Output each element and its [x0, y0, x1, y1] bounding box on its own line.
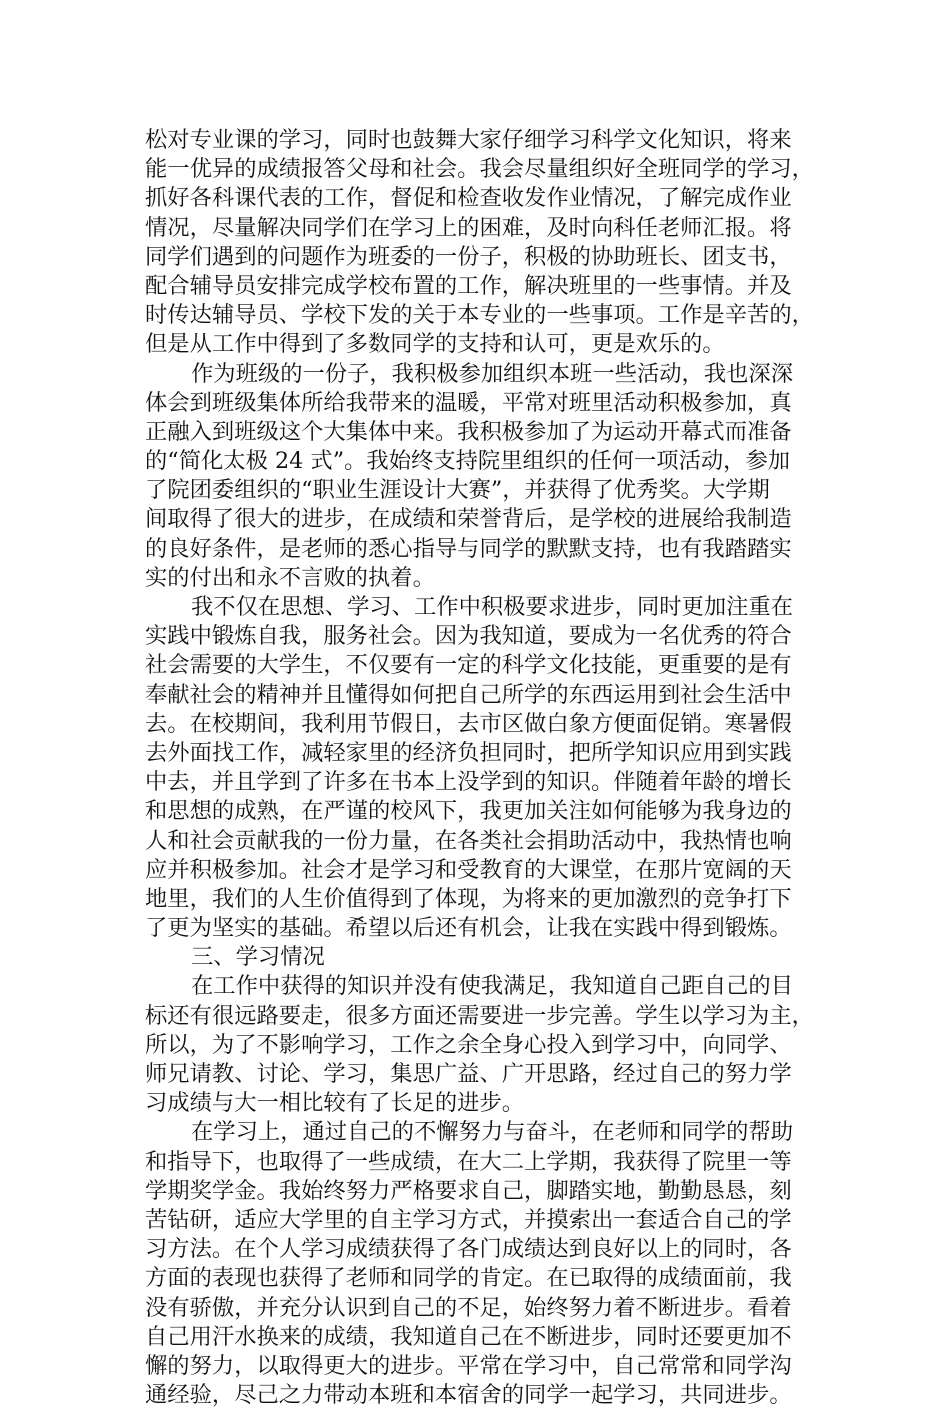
text-line: 正融入到班级这个大集体中来。我积极参加了为运动开幕式而准备	[145, 418, 792, 445]
paragraph-2	[145, 360, 835, 594]
text-line: 人和社会贡献我的一份力量，在各类社会捐助活动中，我热情也响	[145, 827, 792, 854]
section-heading	[145, 943, 835, 972]
text-line: 我不仅在思想、学习、工作中积极要求进步，同时更加注重在	[191, 594, 794, 620]
text-line: 去外面找工作，减轻家里的经济负担同时，把所学知识应用到实践	[145, 739, 792, 766]
text-line: 抓好各科课代表的工作，督促和检查收发作业情况，了解完成作业	[145, 185, 792, 212]
text-line: 学期奖学金。我始终努力严格要求自己，脚踏实地，勤勤恳恳，刻	[145, 1177, 792, 1204]
text-line: 自己用汗水换来的成绩，我知道自己在不断进步，同时还要更加不	[145, 1323, 792, 1350]
text-line: 松对专业课的学习，同时也鼓舞大家仔细学习科学文化知识，将来	[145, 127, 792, 153]
text-line: 所以，为了不影响学习，工作之余全身心投入到学习中，向同学、	[145, 1031, 792, 1058]
text-line: 作为班级的一份子，我积极参加组织本班一些活动，我也深深	[191, 360, 794, 387]
text-line: 通经验，尽己之力带动本班和本宿舍的同学一起学习，共同进步。	[145, 1382, 792, 1409]
text-line: 情况，尽量解决同学们在学习上的困难，及时向科任老师汇报。将	[145, 214, 792, 241]
text-line: 在工作中获得的知识并没有使我满足，我知道自己距自己的目	[191, 973, 794, 1000]
text-line: 中去，并且学到了许多在书本上没学到的知识。伴随着年龄的增长	[145, 769, 792, 796]
text-line: 能一优异的成绩报答父母和社会。我会尽量组织好全班同学的学习，	[145, 156, 814, 183]
paragraph-5	[145, 1118, 835, 1410]
text-line: 时传达辅导员、学校下发的关于本专业的一些事项。工作是辛苦的，	[145, 302, 814, 329]
text-line: 懈的努力，以取得更大的进步。平常在学习中，自己常常和同学沟	[145, 1352, 792, 1379]
text-line: 了更为坚实的基础。希望以后还有机会，让我在实践中得到锻炼。	[145, 915, 792, 942]
text-line: 没有骄傲，并充分认识到自己的不足，始终努力着不断进步。看着	[145, 1294, 792, 1321]
paragraph-4	[145, 972, 835, 1118]
text-line: 了院团委组织的“职业生涯设计大赛”，并获得了优秀奖。大学期	[145, 477, 770, 504]
text-line: 同学们遇到的问题作为班委的一份子，积极的协助班长、团支书，	[145, 243, 792, 270]
text-line: 的“简化太极 24 式”。我始终支持院里组织的任何一项活动，参加	[145, 448, 791, 475]
text-line: 去。在校期间，我利用节假日，去市区做白象方便面促销。寒暑假	[145, 710, 792, 737]
document-page	[145, 126, 835, 1410]
text-line: 苦钻研，适应大学里的自主学习方式，并摸索出一套适合自己的学	[145, 1206, 792, 1233]
text-line: 习成绩与大一相比较有了长足的进步。	[145, 1090, 525, 1117]
text-line: 的良好条件，是老师的悉心指导与同学的默默支持，也有我踏踏实	[145, 535, 792, 562]
section-heading-text: 三、学习情况	[191, 944, 325, 971]
text-line: 和指导下，也取得了一些成绩，在大二上学期，我获得了院里一等	[145, 1148, 792, 1175]
text-line: 方面的表现也获得了老师和同学的肯定。在已取得的成绩面前，我	[145, 1265, 792, 1292]
text-line: 地里，我们的人生价值得到了体现，为将来的更加激烈的竞争打下	[145, 885, 792, 912]
text-line: 间取得了很大的进步，在成绩和荣誉背后，是学校的进展给我制造	[145, 506, 792, 533]
paragraph-1	[145, 126, 835, 360]
text-line: 体会到班级集体所给我带来的温暖，平常对班里活动积极参加，真	[145, 389, 792, 416]
text-line: 习方法。在个人学习成绩获得了各门成绩达到良好以上的同时，各	[145, 1236, 792, 1263]
text-line: 标还有很远路要走，很多方面还需要进一步完善。学生以学习为主，	[145, 1002, 814, 1029]
text-line: 实践中锻炼自我，服务社会。因为我知道，要成为一名优秀的符合	[145, 623, 792, 650]
text-line: 在学习上，通过自己的不懈努力与奋斗，在老师和同学的帮助	[191, 1119, 794, 1146]
text-line: 应并积极参加。社会才是学习和受教育的大课堂，在那片宽阔的天	[145, 856, 792, 883]
text-line: 但是从工作中得到了多数同学的支持和认可，更是欢乐的。	[145, 331, 725, 358]
text-line: 社会需要的大学生，不仅要有一定的科学文化技能，更重要的是有	[145, 652, 792, 679]
text-line: 和思想的成熟，在严谨的校风下，我更加关注如何能够为我身边的	[145, 798, 792, 825]
text-line: 奉献社会的精神并且懂得如何把自己所学的东西运用到社会生活中	[145, 681, 792, 708]
text-line: 实的付出和永不言败的执着。	[145, 564, 435, 591]
text-line: 配合辅导员安排完成学校布置的工作，解决班里的一些事情。并及	[145, 272, 792, 299]
paragraph-3	[145, 593, 835, 943]
text-line: 师兄请教、讨论、学习，集思广益、广开思路，经过自己的努力学	[145, 1061, 792, 1087]
